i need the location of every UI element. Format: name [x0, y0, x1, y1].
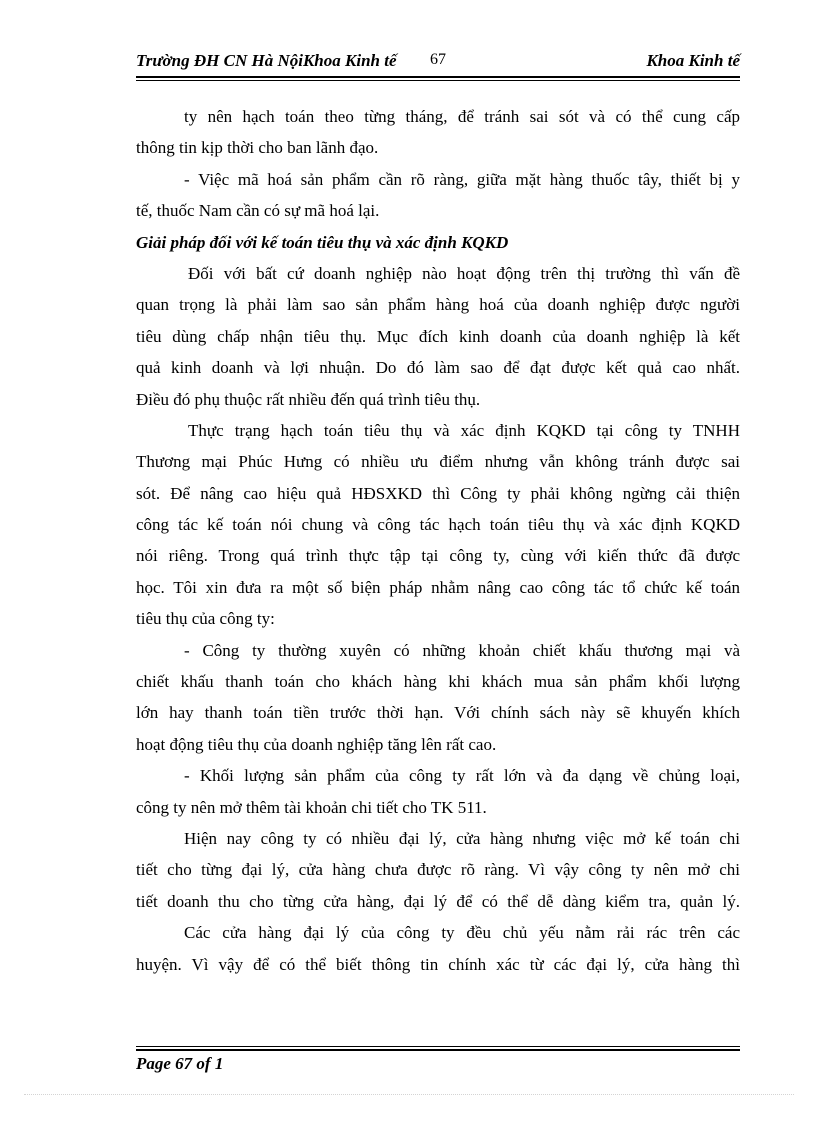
- text-line: công ty nên mở thêm tài khoản chi tiết cho TK 511.: [136, 797, 487, 817]
- header-divider: [136, 76, 740, 81]
- text-line: tế, thuốc Nam cần có sự mã hoá lại.: [136, 201, 380, 221]
- text-line: - Công ty thường xuyên có những khoản chiết khấu thương mại và: [184, 640, 740, 660]
- text-line: huyện. Vì vậy để có thể biết thông tin chính xác từ các đại lý, cửa hàng thì: [136, 954, 740, 974]
- text-line: tiết cho từng đại lý, cửa hàng chưa được rõ ràng. Vì vậy công ty nên mở chi: [136, 860, 740, 880]
- text-line: hoạt động tiêu thụ của doanh nghiệp tăng lên rất cao.: [136, 734, 497, 754]
- text-line: Đối với bất cứ doanh nghiệp nào hoạt động trên thị trường thì vấn đề: [188, 263, 740, 283]
- document-body: [136, 101, 740, 980]
- header-right-text: Khoa Kinh tế: [646, 51, 740, 70]
- section-heading: Giải pháp đối với kế toán tiêu thụ và xác định KQKD: [136, 232, 509, 252]
- text-line: ty nên hạch toán theo từng tháng, để tránh sai sót và có thể cung cấp: [184, 107, 740, 126]
- page-header: [136, 48, 740, 76]
- text-line: - Việc mã hoá sản phẩm cần rõ ràng, giữa mặt hàng thuốc tây, thiết bị y: [184, 169, 740, 189]
- header-left-text: Trường ĐH CN Hà NộiKhoa Kinh tế: [136, 51, 397, 70]
- page-footer: Page 67 of 1: [136, 1054, 224, 1073]
- text-line: Điều đó phụ thuộc rất nhiều đến quá trình tiêu thụ.: [136, 389, 481, 409]
- text-line: Thương mại Phúc Hưng có nhiều ưu điểm nhưng vẫn không tránh được sai: [136, 452, 740, 472]
- text-line: thông tin kịp thời cho ban lãnh đạo.: [136, 138, 379, 158]
- text-line: quan trọng là phải làm sao sản phẩm hàng hoá của doanh nghiệp được người: [136, 295, 740, 315]
- text-line: quả kinh doanh và lợi nhuận. Do đó làm sao để đạt được kết quả cao nhất.: [136, 358, 740, 378]
- text-line: công tác kế toán nói chung và công tác hạch toán tiêu thụ và xác định KQKD: [136, 515, 740, 535]
- header-page-number: 67: [430, 51, 446, 68]
- text-line: tiêu dùng chấp nhận tiêu thụ. Mục đích kinh doanh của doanh nghiệp là kết: [136, 326, 740, 346]
- text-line: sót. Để nâng cao hiệu quả HĐSXKD thì Công ty phải không ngừng cải thiện: [136, 483, 740, 503]
- text-line: - Khối lượng sản phẩm của công ty rất lớn và đa dạng về chủng loại,: [184, 766, 740, 786]
- text-line: tiết doanh thu cho từng cửa hàng, đại lý để có thể dễ dàng kiểm tra, quản lý.: [136, 891, 740, 911]
- text-line: chiết khấu thanh toán cho khách hàng khi khách mua sản phẩm khối lượng: [136, 672, 740, 692]
- text-line: Các cửa hàng đại lý của công ty đều chủ yếu nằm rải rác trên các: [184, 923, 740, 943]
- text-line: học. Tôi xin đưa ra một số biện pháp nhằm nâng cao công tác tổ chức kế toán: [136, 577, 740, 597]
- text-line: lớn hay thanh toán tiền trước thời hạn. Với chính sách này sẽ khuyến khích: [136, 703, 740, 723]
- text-line: nói riêng. Trong quá trình thực tập tại công ty, cùng với kiến thức đã được: [136, 546, 740, 566]
- text-line: Hiện nay công ty có nhiều đại lý, cửa hàng nhưng việc mở kế toán chi: [184, 828, 740, 848]
- page-bottom-border: [24, 1094, 794, 1095]
- text-line: tiêu thụ của công ty:: [136, 609, 275, 629]
- footer-divider: [136, 1046, 740, 1051]
- text-line: Thực trạng hạch toán tiêu thụ và xác định KQKD tại công ty TNHH: [188, 420, 740, 440]
